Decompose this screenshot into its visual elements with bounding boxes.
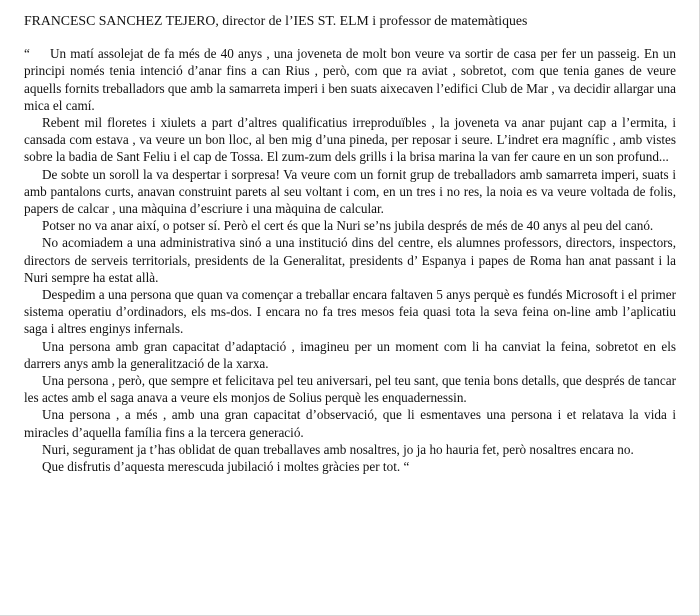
paragraph-4: Potser no va anar així, o potser sí. Però el cert és que la Nuri se’ns jubila després de més de 40 anys al peu del canó. xyxy=(42,218,654,234)
paragraph-6: Despedim a una persona que quan va començar a treballar encara faltaven 5 anys perquè es fundés Microsoft i el primer sistema operatiu d’ordinadors, els ms-dos. I encara no fa tres mesos feia quasi tota la seva feina on-line amb l’aplicatiu saga i altres enginys infernals. xyxy=(24,287,676,337)
author-heading: FRANCESC SANCHEZ TEJERO, director de l’IES ST. ELM i professor de matemàtiques xyxy=(24,13,528,28)
paragraph-1-text: Un matí assolejat de fa més de 40 anys , una joveneta de molt bon veure va sortir de casa per fer un passeig. En un principi només tenia intenció d’anar fins a can Rius , però, com que ra aviat , sobretot, com que tenia ganes de veure aquells fornits treballadors que amb la samarreta imperi i ben suats aixecaven l’edifici Club de Mar , va decidir allargar una mica el camí. xyxy=(24,46,676,113)
paragraph-7: Una persona amb gran capacitat d’adaptació , imagineu per un moment com li ha canviat la feina, sobretot en els darrers anys amb la generalització de la xarxa. xyxy=(24,338,676,371)
document-body xyxy=(24,12,676,475)
paragraph-5: No acomiadem a una administrativa sinó a una institució dins del centre, els alumnes professors, directors, inspectors, directors de serveis territorials, presidents de la Generalitat, presidents d’ Espanya i papes de Roma han anat passant i la Nuri sempre ha estat allà. xyxy=(24,235,676,285)
paragraph-2: Rebent mil floretes i xiulets a part d’altres qualificatius irreproduïbles , la joveneta va anar pujant cap a l’ermita, i cansada com estava , va veure un bon lloc, al ben mig d’una pineda, per reposar i seure. L’indret era magnífic , amb vistes sobre la badia de Sant Feliu i el cap de Tossa. El zum-zum dels grills i la brisa marina la van fer caure en un son profund... xyxy=(24,115,676,165)
opening-quote: “ xyxy=(24,46,30,62)
paragraph-8: Una persona , però, que sempre et felicitava pel teu aniversari, pel teu sant, que tenia bons detalls, que després de tancar les actes amb el saga anava a veure els monjos de Solius perquè les enquadernessin. xyxy=(24,373,676,406)
paragraph-10: Nuri, segurament ja t’has oblidat de quan treballaves amb nosaltres, jo ja ho hauria fet, però nosaltres encara no. xyxy=(42,441,634,457)
paragraph-9: Una persona , a més , amb una gran capacitat d’observació, que li esmentaves una persona i et relatava la vida i miracles d’aquella família fins a la tercera generació. xyxy=(24,407,676,440)
paragraph-11: Que disfrutis d’aquesta merescuda jubilació i moltes gràcies per tot. “ xyxy=(42,459,410,475)
paragraph-3: De sobte un soroll la va despertar i sorpresa! Va veure com un fornit grup de treballadors amb samarreta imperi, suats i amb pantalons curts, anavan construint parets al seu voltant i com, en un tres i no res, la noia es va veure voltada de folis, papers de calcar , una màquina d’escriure i una màquina de calcular. xyxy=(24,166,676,217)
paragraph-1 xyxy=(24,45,676,114)
